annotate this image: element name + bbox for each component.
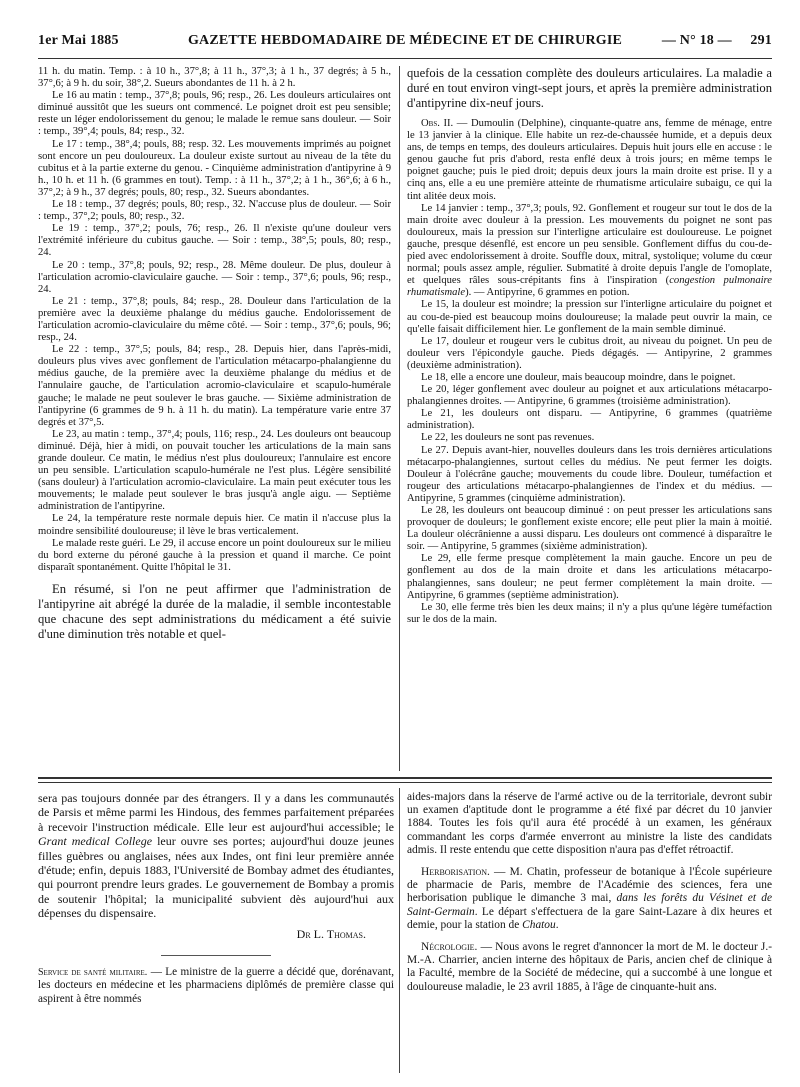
page-header (38, 33, 772, 53)
issue-date: 1er Mai 1885 (38, 33, 119, 48)
section-rule (38, 777, 772, 779)
text-run: . (555, 918, 559, 931)
paragraph: Le 20 : temp., 37°,8; pouls, 92; resp., 28. Même douleur. De plus, douleur à l'articulation acromio-claviculaire gauche. — Soir : temp., 37°,6; pouls, 96; resp., 24. (38, 259, 391, 295)
summary-paragraph: En résumé, si l'on ne peut affirmer que l'administration de l'antipyrine ait abrégé la durée de la maladie, il semble incontestable que chacune des sept administrations du médicament a été suivie d'une diminution très notable et quel- (38, 581, 391, 641)
paragraph: Le 29, elle ferme presque complètement la main gauche. Encore un peu de gonflement au dos de la main droite et dans les articulations métacarpo-phalangiennes, sans douleur; ne peut fermer complètement la main droite. — Antipyrine, 6 grammes (septième administration). (407, 553, 772, 601)
paragraph: Le 16 au matin : temp., 37°,8; pouls, 96; resp., 26. Les douleurs articulaires ont diminué aussitôt que les sueurs ont commencé. Le poignet droit est peu sensible; reste un léger endolorissement du genou; le malade le remue sans douleur. — Soir : temp., 39°,4; pouls, 84; resp., 32. (38, 90, 391, 138)
author-signature (38, 927, 394, 941)
paragraph (407, 203, 772, 300)
section-label: Herborisation. (421, 866, 490, 879)
observation-text: — Dumoulin (Delphine), cinquante-quatre ans, femme de ménage, entre le 13 janvier à la clinique. Elle habite un rez-de-chaussée humide, et a depuis deux ans, de temps en temps, des douleurs articulaires. Depuis huit jours elle en accuse : le genou gauche fut pris d'abord, resta enflé deux à trois jours; en même temps le poignet gauche; puis le pied droit; depuis deux jours la main droite est prise. Il y a cinq ans, elle a eu une première atteinte de rhumatisme articulaire subaigu, ce qui la tint alitée deux mois. (407, 118, 772, 202)
text-run: leur ouvre ses portes; aujourd'hui douze jeunes filles guèbres ou anglaises, nées aux Indes, ont fini leur première année d'étude; enfin, depuis 1883, l'Université de Bombay admet des étudiantes, qui pourront prendre leurs grades. Le gouvernement de Bombay a promis de soutenir l'hôpital; la municipalité subvient dès aujourd'hui aux dépenses du dispensaire. (38, 834, 395, 921)
italic-text: dans les forêts du Vésinet et de Saint-Germain (407, 892, 773, 918)
paragraph: Le 24, la température reste normale depuis hier. Ce matin il n'accuse plus la moindre sensibilité douloureuse; il lève le bras verticalement. (38, 513, 391, 537)
observation-paragraph (407, 118, 772, 203)
paragraph: Le 20, léger gonflement avec douleur au poignet et aux articulations métacarpo-phalangiennes droites. — Antipyrine, 6 grammes (troisième administration). (407, 384, 772, 408)
issue-number: — N° 18 — (661, 33, 732, 48)
section-label: Nécrologie. (421, 941, 478, 954)
news-left-column (38, 791, 394, 1006)
paragraph: Le 21 : temp., 37°,8; pouls, 84; resp., 28. Douleur dans l'articulation de la première avec la deuxième phalange du médius gauche. Endolorissement de l'articulation acromio-claviculaire du même côté. — Soir : temp., 37°,6; pouls, 96; resp., 24. (38, 295, 391, 344)
signature-text: Dr L. Thomas. (296, 926, 366, 941)
italic-text: Chatou (522, 918, 556, 931)
text-run: ). — Antipyrine, 6 grammes en potion. (465, 287, 630, 299)
observation-label: Obs. II. (421, 118, 454, 129)
paragraph (407, 866, 772, 932)
short-rule (161, 955, 271, 956)
text-run: sera pas toujours donnée par des étrangers. Il y a dans les communautés de Parsis et même parmi les Hindous, des femmes parfaitement préparées à recevoir l'instruction médicale. Elle leur est aujourd'hui accessible; le (38, 791, 394, 834)
paragraph: 11 h. du matin. Temp. : à 10 h., 37°,8; à 11 h., 37°,3; à 1 h., 37 degrés; à 5 h., 37°,6; à 9 h. du soir, 38°,2. Sueurs abondantes de 11 h. à 2 h. (38, 66, 391, 90)
case-report-left-column (38, 66, 391, 642)
section-label: Service de santé militaire. (38, 967, 148, 979)
paragraph: Le 23, au matin : temp., 37°,4; pouls, 116; resp., 24. Les douleurs ont beaucoup diminué. Déjà, hier à midi, on pouvait toucher les articulations de la main sans grande douleur. Ce matin, le médius n'est plus douloureux; l'annulaire est encore un peu sensible. L'articulation scapulo-humérale ne l'est plus. Légère sensibilité (sans douleur) à l'articulation acromio-claviculaire. La main peut exécuter tous les mouvements; le malade peut soulever le bras jusqu'à angle aigu. — Septième administration de l'antipyrine. (38, 428, 391, 513)
column-divider (399, 66, 400, 771)
paragraph: Le 18 : temp., 37 degrés; pouls, 80; resp., 32. N'accuse plus de douleur. — Soir : temp., 37°,2; pouls, 80; resp., 32. (38, 199, 391, 223)
column-divider (399, 788, 400, 1073)
paragraph: Le 21, les douleurs ont disparu. — Antipyrine, 6 grammes (quatrième administration). (407, 408, 772, 432)
paragraph: Le 17, douleur et rougeur vers le cubitus droit, au niveau du poignet. Un peu de douleur vers l'épicondyle gauche. Pieds dégagés. — Antipyrine, 2 grammes (deuxième administration). (407, 335, 772, 371)
college-name: Grant medical College (38, 834, 153, 849)
paragraph (38, 791, 394, 921)
news-right-column (407, 791, 772, 994)
paragraph: Le 22, les douleurs ne sont pas revenues. (421, 432, 595, 444)
paragraph: quefois de la cessation complète des douleurs articulaires. La maladie a duré en tout environ vingt-sept jours, et après la première administration d'antipyrine dix-neuf jours. (407, 66, 772, 110)
header-rule (38, 58, 772, 59)
paragraph: Le 15, la douleur est moindre; la pression sur l'interligne articulaire du poignet et au cou-de-pied est beaucoup moins douloureuse; la malade peut ouvrir la main, ce qu'elle faisait difficilement hier. Le gonflement de la main semble diminué. (407, 299, 772, 335)
text-run: — Le ministre de la guerre a décidé que, dorénavant, les docteurs en médecine et les pharmaciens diplômés de première classe qui aspirent à être nommés (38, 966, 394, 1005)
issue-number-and-page (662, 33, 772, 49)
journal-title: GAZETTE HEBDOMADAIRE DE MÉDECINE ET DE CHIRURGIE (187, 33, 623, 48)
paragraph: Le 28, les douleurs ont beaucoup diminué : on peut presser les articulations sans provoquer de douleurs; le gonflement existe encore; elle peut plier la main à moitié. La douleur olécrânienne a aussi disparu. Les douleurs ont commencé à disparaître le soir. — Antipyrine, 5 grammes (sixième administration). (407, 505, 772, 553)
paragraph (38, 966, 394, 1006)
paragraph: Le malade reste guéri. Le 29, il accuse encore un point douloureux sur le milieu du bord externe du péroné gauche à la pression et quand il marche. Ce point disparaît spontanément. Quitte l'hôpital le 31. (38, 537, 391, 573)
text-run: — Nous avons le regret d'annoncer la mort de M. le docteur J.-M.-A. Charrier, ancien interne des hôpitaux de Paris, ancien chef de clinique à la Faculté, membre de la Société de médecine, qui a succombé à une longue et douloureuse maladie, le 23 avril 1885, à l'âge de cinquante-huit ans. (407, 941, 772, 993)
text-run: — M. Chatin, professeur de botanique à l'École supérieure de pharmacie de Paris, membre de l'Académie des sciences, fera une herborisation publique le dimanche 3 mai, (407, 866, 772, 905)
italic-text: congestion pulmonaire rhumatismale (407, 275, 772, 299)
paragraph: Le 18, elle a encore une douleur, mais beaucoup moindre, dans le poignet. (421, 371, 736, 383)
text-run: Le 14 janvier : temp., 37°,3; pouls, 92. Gonflement et rougeur sur tout le dos de la main droite avec douleur à la pression. Les mouvements du poignet ne sont pas douloureux, mais la pression sur l'interligne articulaire est douloureuse. Le poignet gauche, presque désenflé, est encore un peu sensible. Gonflement diffus du cou-de-pied avec endolorissement à droite. Souffle doux, mitral, systolique; volume du cœur normal; pouls assez ample, régulier. Submatité à droite depuis l'angle de l'omoplate, et quelques râles sous-crépitants fins à l'inspiration ( (407, 202, 772, 287)
section-rule (38, 782, 772, 783)
text-run: . Le départ s'effectuera de la gare Saint-Lazare à dix heures et demie, pour la station de (407, 905, 772, 931)
paragraph: aides-majors dans la réserve de l'armé active ou de la territoriale, devront subir un examen d'aptitude dont le programme a été fixé par décret du 10 janvier 1884. Toutes les fois qu'il aura été procédé à un examen, les généraux commandant les corps d'armée enverront au ministre la liste des candidats admis. Il reste entendu que cette disposition n'aura pas d'effet rétroactif. (407, 791, 772, 856)
case-report-right-column (407, 66, 772, 626)
paragraph: Le 27. Depuis avant-hier, nouvelles douleurs dans les trois dernières articulations métacarpo-phalangiennes, surtout celles du médius. Ne peut fermer les doigts. Douleur à l'olécrâne gauche; mouvements du coude libre. Douleur, tuméfaction et rougeur des articulations métacarpo-phalangiennes de l'index et du médius. — Antipyrine, 5 grammes (cinquième administration). (407, 444, 772, 504)
paragraph: Le 22 : temp., 37°,5; pouls, 84; resp., 28. Depuis hier, dans l'après-midi, douleurs plus vives avec gonflement de l'articulation métacarpo-phalangienne du médius gauche, de la première avec la deuxième phalange du médius et de l'annulaire gauche, de l'articulation acromio-claviculaire et scapulo-humérale gauche; le malade ne peut soulever le bras gauche. — Sixième administration de l'antipyrine (6 grammes de 9 h. à 11 h. du matin). La température varie entre 37 degrés et 37°,5. (38, 344, 391, 428)
paragraph: Le 19 : temp., 37°,2; pouls, 76; resp., 26. Il n'existe qu'une douleur vers l'extrémité inférieure du cubitus gauche. — Soir : temp., 38°,5; pouls, 80; resp., 24. (38, 223, 391, 259)
paragraph (407, 941, 772, 994)
page-number: 291 (750, 33, 772, 48)
paragraph: Le 17 : temp., 38°,4; pouls, 88; resp. 32. Les mouvements imprimés au poignet sont encore un peu douloureux. La douleur existe surtout au niveau de la tête du cubitus et à la partie externe du genou. - Cinquième administration d'antipyrine à 9 h., 10 h. et 11 h. (6 grammes en tout). Temp. : à 11 h., 37°,2; à 1 h., 36°,6; à 6 h., 37°,2; à 9 h., 37 degrés; pouls, 80; resp., 32. Sueurs abondantes. (38, 138, 391, 198)
paragraph: Le 30, elle ferme très bien les deux mains; il n'y a plus qu'une légère tuméfaction sur le dos de la main. (407, 601, 772, 625)
